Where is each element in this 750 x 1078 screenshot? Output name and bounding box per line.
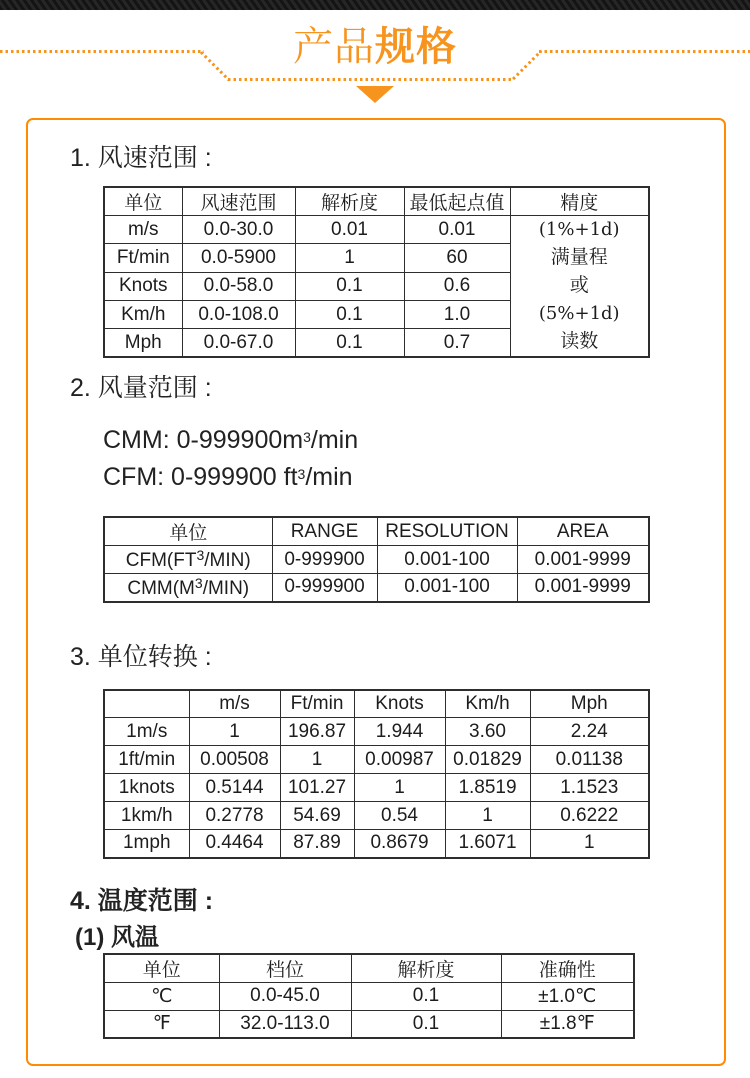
cell: 1	[280, 746, 354, 774]
section-3-heading: 3. 单位转换 :	[70, 642, 212, 671]
header-cell: RESOLUTION	[377, 517, 517, 546]
cell: 0-999900	[272, 574, 377, 602]
cell: 0.0-108.0	[182, 300, 295, 328]
cell: 1.6071	[445, 830, 530, 858]
header-cell: Mph	[530, 690, 649, 718]
table-header-row	[104, 954, 634, 983]
table-row	[104, 746, 649, 774]
table-header-row	[104, 517, 649, 546]
cell: 0.2778	[189, 802, 280, 830]
cell: 1	[354, 774, 445, 802]
precision-line: 满量程	[550, 247, 608, 268]
cell: 1.0	[404, 300, 510, 328]
cfm-range-line	[103, 457, 724, 494]
precision-line: 或	[569, 275, 589, 296]
cell: 0.0-58.0	[182, 272, 295, 300]
cell: Ft/min	[104, 244, 182, 272]
cell: 1.1523	[530, 774, 649, 802]
unit-text: CMM(M	[127, 577, 195, 599]
header-cell: 解析度	[295, 187, 404, 216]
cell: ℉	[104, 1010, 219, 1038]
cell: ℃	[104, 982, 219, 1010]
cell: 0.0-45.0	[219, 982, 351, 1010]
header-cell: 精度	[510, 187, 649, 216]
cell: 1	[530, 830, 649, 858]
header-cell: m/s	[189, 690, 280, 718]
unit-text: CFM(FT	[125, 550, 197, 571]
air-volume-ranges	[103, 420, 724, 494]
page-title-regular: 产品	[293, 25, 375, 69]
cell: 0.0-67.0	[182, 329, 295, 357]
table-row	[104, 574, 649, 602]
cfm-text: CFM: 0-999900 ft	[103, 463, 298, 491]
cell: 2.24	[530, 718, 649, 746]
cmm-sup: 3	[303, 429, 311, 445]
cell: 0.7	[404, 329, 510, 357]
table-row	[104, 830, 649, 858]
cell: 101.27	[280, 774, 354, 802]
cfm-unit: /min	[305, 463, 353, 491]
precision-line: (1%+1d)	[538, 219, 620, 240]
cell: 0.01138	[530, 746, 649, 774]
table-row	[104, 1010, 634, 1038]
precision-line: 读数	[560, 331, 599, 352]
header-cell: 单位	[104, 954, 219, 983]
header-cell: 风速范围	[182, 187, 295, 216]
cell: 3.60	[445, 718, 530, 746]
header-cell: 单位	[104, 517, 272, 546]
cmm-text: CMM: 0-999900m	[103, 426, 304, 454]
header-cell: Ft/min	[280, 690, 354, 718]
cfm-sup: 3	[297, 466, 306, 482]
cell: 87.89	[280, 830, 354, 858]
table-header-row	[104, 187, 649, 216]
cell: Mph	[104, 329, 182, 357]
wind-speed-table	[103, 186, 650, 358]
cell: 0.6	[404, 272, 510, 300]
cell: 0.1	[295, 272, 404, 300]
cell: 1m/s	[104, 718, 189, 746]
spec-card	[26, 118, 726, 1066]
table-row	[104, 774, 649, 802]
cell: 0.54	[354, 802, 445, 830]
cell: 0.6222	[530, 802, 649, 830]
precision-cell	[510, 216, 649, 358]
cell: 0.01829	[445, 746, 530, 774]
cell: 0.1	[351, 1010, 501, 1038]
cell: 0.001-100	[377, 546, 517, 574]
cell: 1	[445, 802, 530, 830]
cell: 1km/h	[104, 802, 189, 830]
cell: 0.1	[295, 329, 404, 357]
unit-conversion-table	[103, 689, 650, 859]
cell: 1	[189, 718, 280, 746]
cell: 60	[404, 244, 510, 272]
header-cell: Km/h	[445, 690, 530, 718]
cell: 1.8519	[445, 774, 530, 802]
cell: ±1.8℉	[501, 1010, 634, 1038]
table-row	[104, 216, 649, 244]
cell: 0.01	[295, 216, 404, 244]
page-title-bold: 规格	[375, 25, 457, 69]
header-cell: Knots	[354, 690, 445, 718]
cell: Knots	[104, 272, 182, 300]
cell: 0.01	[404, 216, 510, 244]
down-arrow-icon	[356, 86, 394, 103]
cell	[104, 574, 272, 602]
air-temperature-table	[103, 953, 635, 1040]
table-row	[104, 546, 649, 574]
header-cell: 单位	[104, 187, 182, 216]
cell	[104, 546, 272, 574]
dotted-divider-middle	[228, 78, 514, 81]
air-temp-subheading: (1) 风温	[75, 923, 159, 951]
cell: m/s	[104, 216, 182, 244]
cell: 1	[295, 244, 404, 272]
cell: 1ft/min	[104, 746, 189, 774]
header-cell: RANGE	[272, 517, 377, 546]
air-volume-table	[103, 516, 650, 603]
cell: 1.944	[354, 718, 445, 746]
cell: 0.001-100	[377, 574, 517, 602]
cell: 0.4464	[189, 830, 280, 858]
section-4-heading: 4. 温度范围 :	[70, 886, 214, 915]
cell: 0.00987	[354, 746, 445, 774]
cell: 0.1	[295, 300, 404, 328]
cell: 0.00508	[189, 746, 280, 774]
section-2-heading: 2. 风量范围 :	[70, 374, 212, 402]
cell: 0.0-30.0	[182, 216, 295, 244]
cell: 0.001-9999	[517, 574, 649, 602]
cell: ±1.0℃	[501, 982, 634, 1010]
cell: 1knots	[104, 774, 189, 802]
header-cell: AREA	[517, 517, 649, 546]
cell: 0.5144	[189, 774, 280, 802]
cell: 0-999900	[272, 546, 377, 574]
precision-line: (5%+1d)	[538, 303, 620, 324]
table-row	[104, 802, 649, 830]
header-cell: 解析度	[351, 954, 501, 983]
cmm-unit: /min	[310, 426, 359, 454]
unit-sup: 3	[194, 574, 203, 591]
section-1-heading: 1. 风速范围 :	[70, 144, 212, 172]
header-cell	[104, 690, 189, 718]
top-dark-bar	[0, 0, 750, 10]
cell: 0.8679	[354, 830, 445, 858]
cell: 1mph	[104, 830, 189, 858]
cell: 54.69	[280, 802, 354, 830]
table-header-row	[104, 690, 649, 718]
cell: 0.0-5900	[182, 244, 295, 272]
cell: 196.87	[280, 718, 354, 746]
page-title	[0, 26, 750, 68]
cell: 0.1	[351, 982, 501, 1010]
cell: 0.001-9999	[517, 546, 649, 574]
cell: 32.0-113.0	[219, 1010, 351, 1038]
header-cell: 最低起点值	[404, 187, 510, 216]
table-row	[104, 982, 634, 1010]
cmm-range-line	[103, 420, 724, 457]
header-cell: 档位	[219, 954, 351, 983]
table-row	[104, 718, 649, 746]
cell: Km/h	[104, 300, 182, 328]
unit-text: /MIN)	[202, 577, 250, 599]
header-cell: 准确性	[501, 954, 634, 983]
unit-text: /MIN)	[204, 550, 251, 571]
unit-sup: 3	[196, 547, 205, 563]
